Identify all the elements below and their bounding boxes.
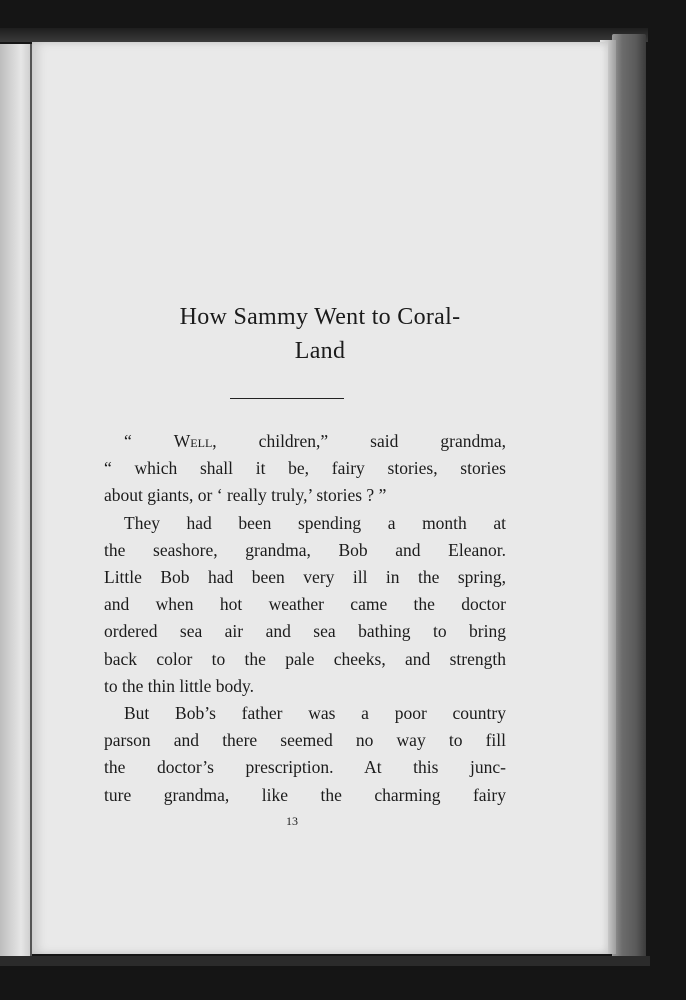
chapter-title: [32, 300, 608, 368]
paragraph: [104, 700, 506, 809]
title-rule: [230, 398, 344, 399]
chapter-title-line-1: How Sammy Went to Coral-: [179, 304, 461, 330]
text-line: about giants, or ‘ really truly,’ stories ? ”: [104, 485, 387, 506]
text-line: ture grandma, like the charming fairy: [104, 784, 506, 805]
book-spine-top: [0, 28, 648, 42]
chapter-title-line-2: Land: [294, 338, 346, 364]
text-line: and when hot weather came the doctor: [104, 594, 506, 615]
paragraph: [104, 428, 506, 510]
text-line: to the thin little body.: [104, 675, 255, 696]
paragraph: [104, 510, 506, 700]
book-bottom-edge: [0, 956, 650, 966]
book-page: [32, 42, 608, 954]
body-text: [104, 428, 506, 809]
small-caps-word: Well,: [173, 431, 217, 451]
text-line: back color to the pale cheeks, and strength: [104, 648, 506, 669]
page-number: 13: [286, 814, 298, 828]
text-line: “ Well, children,” said grandma,: [124, 431, 506, 451]
text-line: “ which shall it be, fairy stories, stories: [104, 458, 506, 479]
text-line: But Bob’s father was a poor country: [124, 703, 506, 724]
text-line: Little Bob had been very ill in the spring,: [104, 567, 506, 588]
text-line: the doctor’s prescription. At this junc-: [104, 757, 506, 778]
left-page-edge: [0, 44, 32, 956]
text-line: the seashore, grandma, Bob and Eleanor.: [104, 539, 506, 560]
text-line: They had been spending a month at: [124, 512, 506, 533]
book-cover-edge: [612, 34, 646, 962]
text-line: parson and there seemed no way to fill: [104, 730, 506, 751]
text-line: ordered sea air and sea bathing to bring: [104, 621, 506, 642]
